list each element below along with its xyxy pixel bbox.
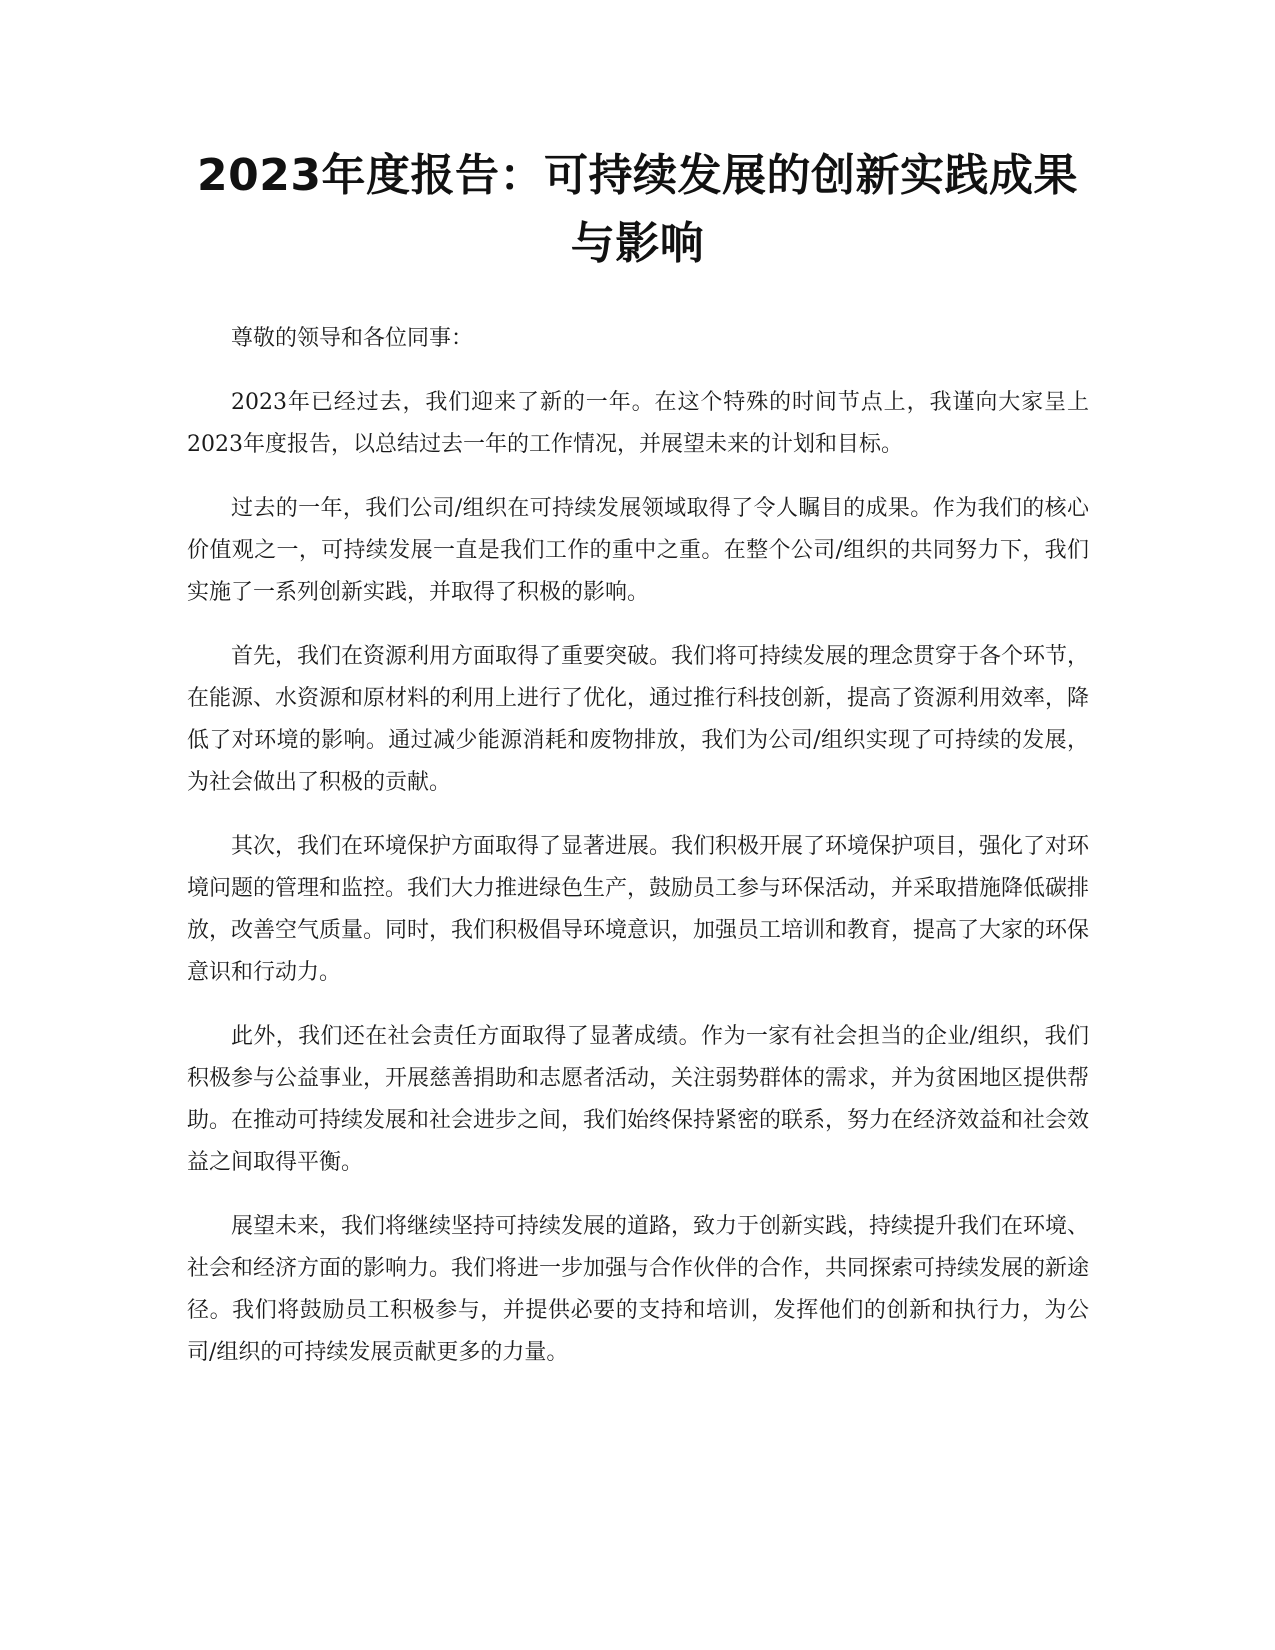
greeting: 尊敬的领导和各位同事： <box>231 326 474 351</box>
paragraph-social-responsibility: 此外，我们还在社会责任方面取得了显著成绩。作为一家有社会担当的企业/组织，我们积极参与公益事业，开展慈善捐助和志愿者活动，关注弱势群体的需求，并为贫困地区提供帮助。在推动可持续发展和社会进步之间，我们始终保持紧密的联系，努力在经济效益和社会效益之间取得平衡。 <box>187 1024 1090 1175</box>
paragraph-environment: 其次，我们在环境保护方面取得了显著进展。我们积极开展了环境保护项目，强化了对环境问题的管理和监控。我们大力推进绿色生产，鼓励员工参与环保活动，并采取措施降低碳排放，改善空气质量。同时，我们积极倡导环境意识，加强员工培训和教育，提高了大家的环保意识和行动力。 <box>187 834 1090 985</box>
paragraph-intro: 2023年已经过去，我们迎来了新的一年。在这个特殊的时间节点上，我谨向大家呈上2023年度报告，以总结过去一年的工作情况，并展望未来的计划和目标。 <box>187 390 1089 457</box>
paragraph-resources: 首先，我们在资源利用方面取得了重要突破。我们将可持续发展的理念贯穿于各个环节，在能源、水资源和原材料的利用上进行了优化，通过推行科技创新，提高了资源利用效率，降低了对环境的影响。通过减少能源消耗和废物排放，我们为公司/组织实现了可持续的发展，为社会做出了积极的贡献。 <box>187 644 1090 795</box>
paragraph-achievements: 过去的一年，我们公司/组织在可持续发展领域取得了令人瞩目的成果。作为我们的核心价值观之一，可持续发展一直是我们工作的重中之重。在整个公司/组织的共同努力下，我们实施了一系列创新实践，并取得了积极的影响。 <box>187 496 1089 605</box>
document-title: 2023年度报告：可持续发展的创新实践成果与影响 <box>197 150 1078 269</box>
paragraph-outlook: 展望未来，我们将继续坚持可持续发展的道路，致力于创新实践，持续提升我们在环境、社会和经济方面的影响力。我们将进一步加强与合作伙伴的合作，共同探索可持续发展的新途径。我们将鼓励员工积极参与，并提供必要的支持和培训，发挥他们的创新和执行力，为公司/组织的可持续发展贡献更多的力量。 <box>187 1214 1090 1365</box>
document-body <box>187 318 1089 1396</box>
